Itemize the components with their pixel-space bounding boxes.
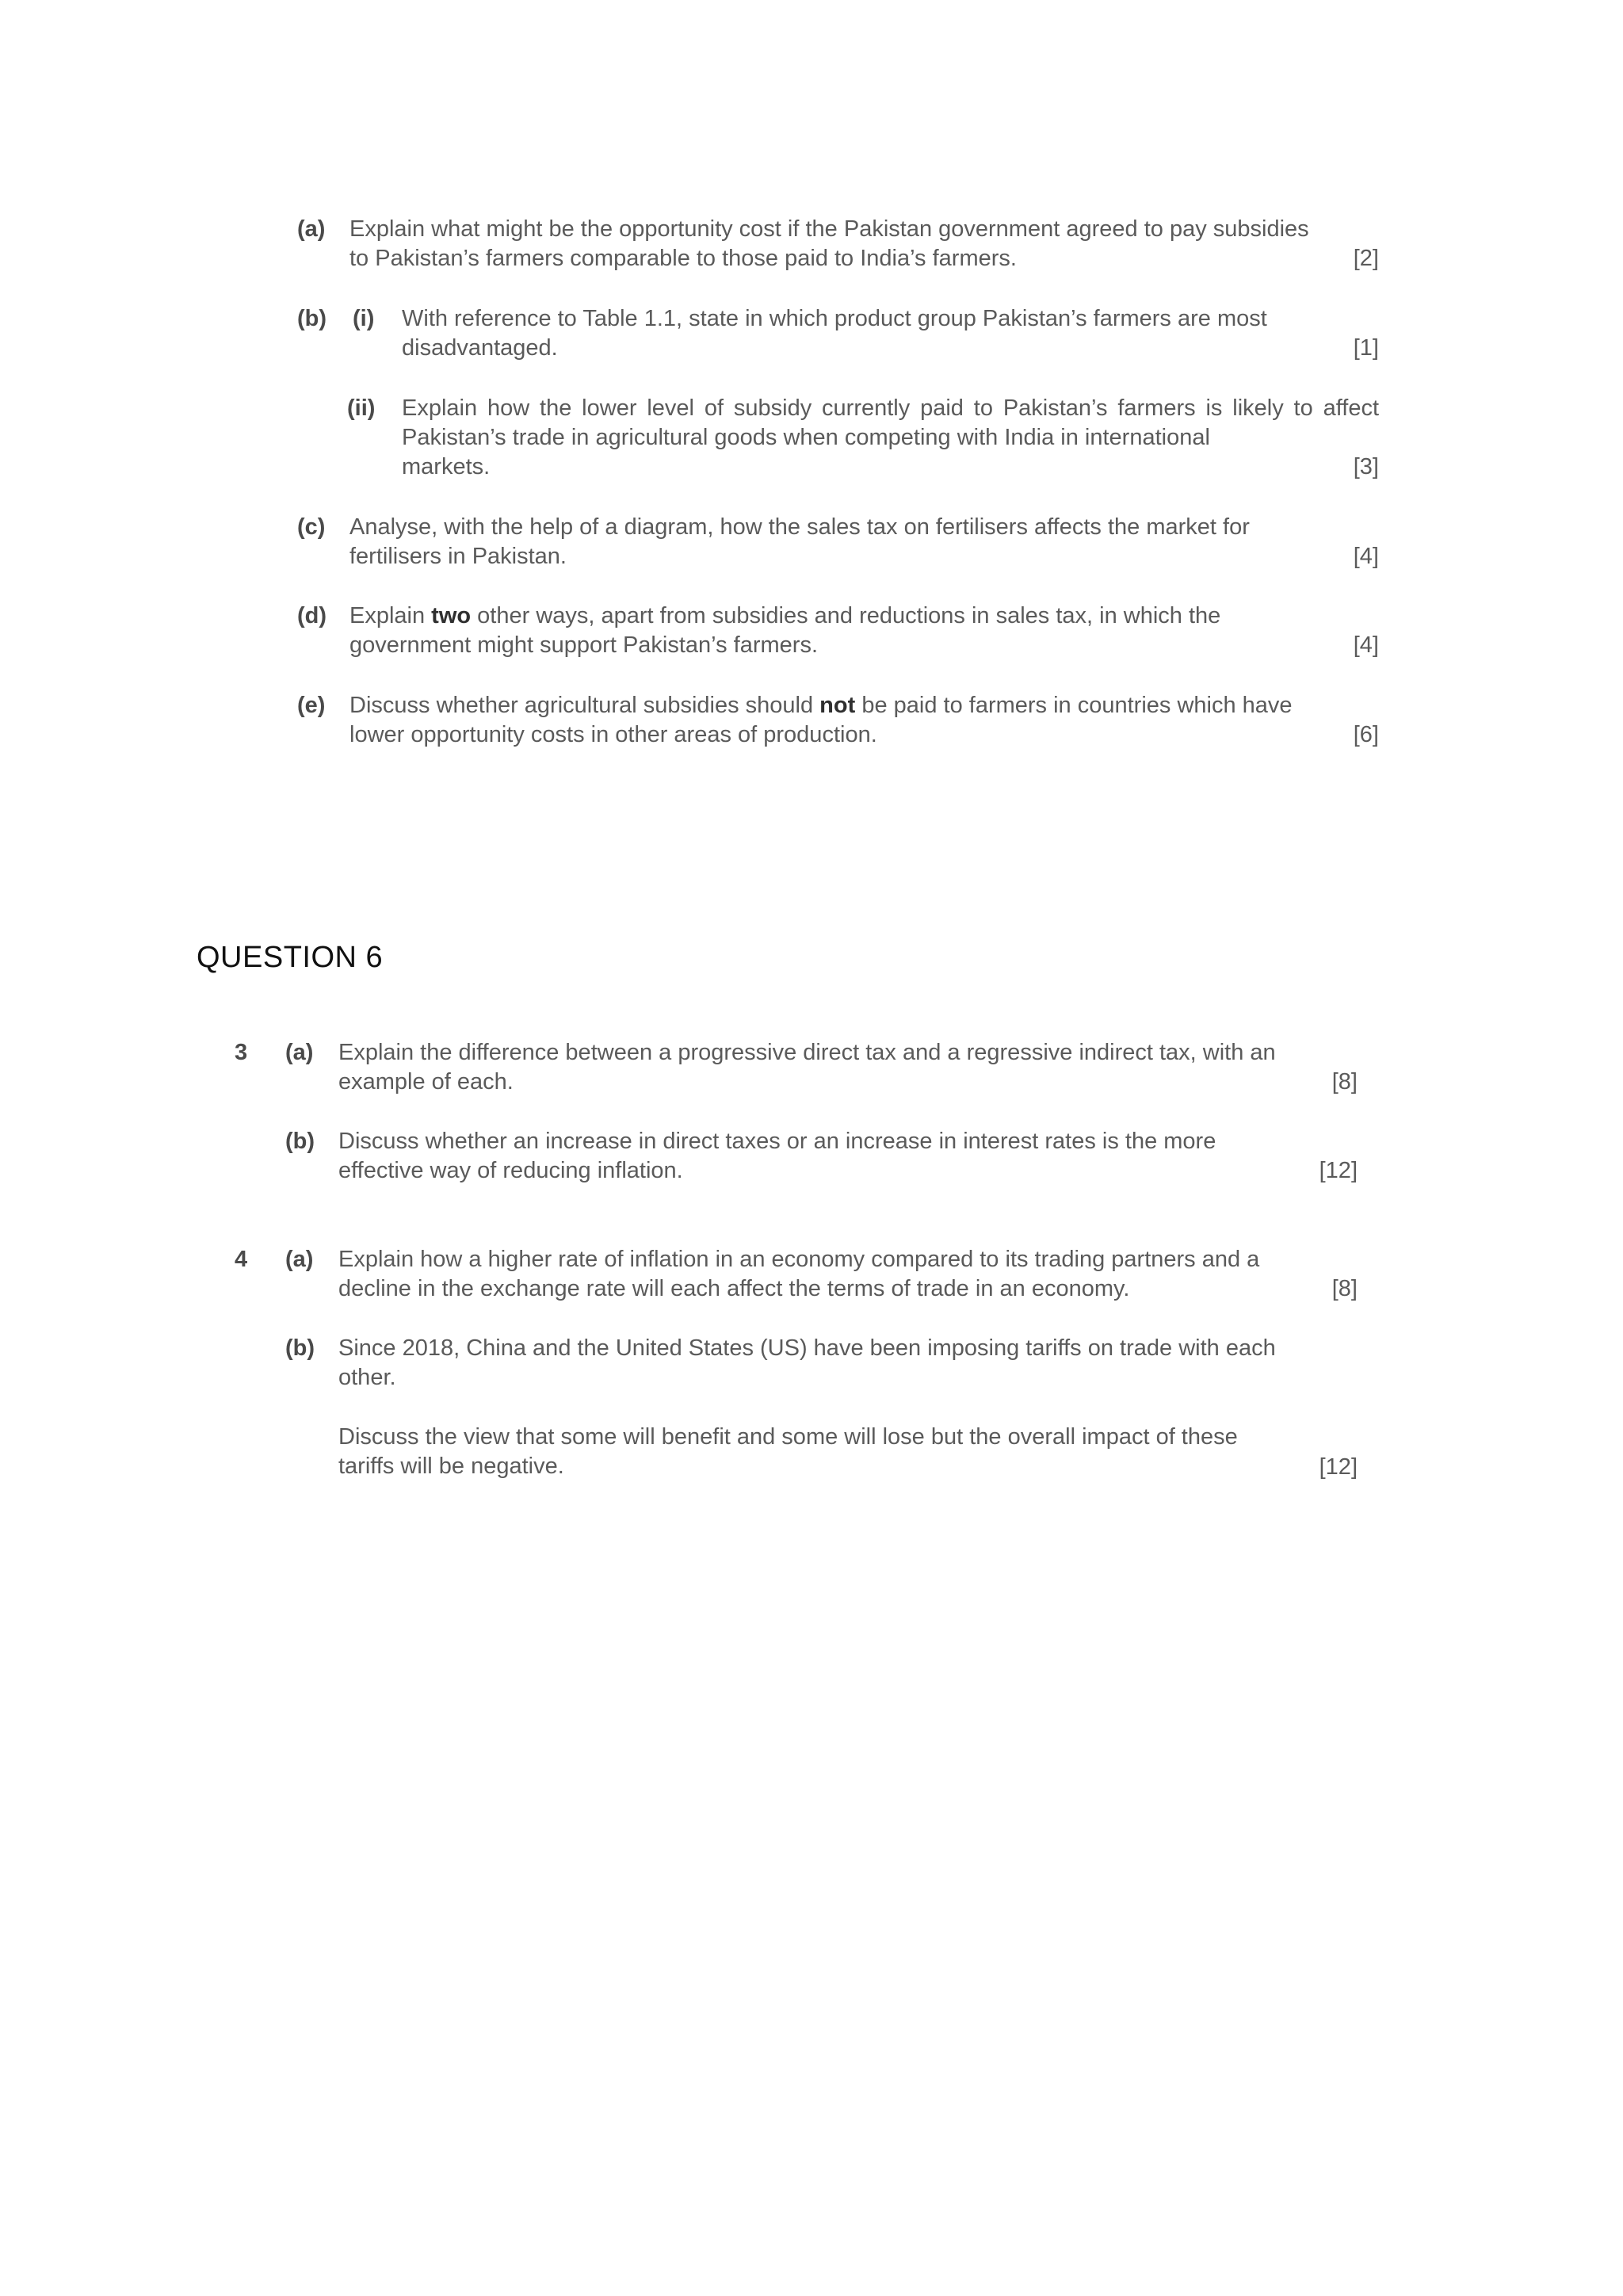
part-text-pre: Explain (349, 603, 432, 628)
question-3a (235, 1038, 1358, 1097)
part-text-body: With reference to Table 1.1, state in which product group Pakistan’s farmers are most (402, 306, 1267, 331)
part-text-last-line: lower opportunity costs in other areas of production. (349, 722, 877, 747)
part-b-i (297, 304, 1379, 363)
question-number: 4 (235, 1247, 248, 1272)
part-label: (b) (297, 306, 327, 331)
part-label: (b) (285, 1335, 315, 1361)
part-text-pre: Discuss whether agricultural subsidies should (349, 693, 820, 718)
part-text (349, 513, 1379, 571)
emphasis-word: not (819, 693, 856, 718)
paragraph-spacer (338, 1392, 1358, 1423)
part-b-ii (297, 394, 1379, 482)
part-text-last-line: to Pakistan’s farmers comparable to those paid to India’s farmers. (349, 246, 1017, 271)
question-4b (235, 1334, 1358, 1482)
mark-allocation: [12] (1319, 1158, 1358, 1183)
part-text-body: Since 2018, China and the United States (US) have been imposing tariffs on trade with each (338, 1335, 1276, 1361)
part-text-last-line: disadvantaged. (402, 335, 558, 361)
part-label: (a) (285, 1040, 314, 1065)
part-label: (a) (297, 216, 326, 242)
part-text-para2-body: Discuss the view that some will benefit and some will lose but the overall impact of these (338, 1424, 1238, 1450)
part-text-para2-last-line: tariffs will be negative. (338, 1454, 564, 1479)
part-text-last-line: government might support Pakistan’s farmers. (349, 632, 819, 658)
part-text (349, 691, 1379, 750)
question-number: 3 (235, 1040, 248, 1065)
mark-allocation: [1] (1353, 335, 1379, 361)
part-c (297, 513, 1379, 571)
part-text-body: Analyse, with the help of a diagram, how the sales tax on fertilisers affects the market for (349, 514, 1250, 540)
part-text-last-line: example of each. (338, 1069, 514, 1095)
part-text-post: other ways, apart from subsidies and reductions in sales tax, in which the (471, 603, 1221, 628)
part-text-body: Explain what might be the opportunity cost if the Pakistan government agreed to pay subsidies (349, 216, 1309, 242)
question-4a (235, 1245, 1358, 1304)
part-text-body: Explain how the lower level of subsidy currently paid to Pakistan’s farmers is likely to affect Pakistan’s trade in agricultural goods when competing with India in international (402, 395, 1379, 450)
part-text (338, 1334, 1358, 1481)
part-text-body: Discuss whether an increase in direct taxes or an increase in interest rates is the more (338, 1129, 1216, 1154)
question-3b (235, 1127, 1358, 1186)
part-label: (d) (297, 603, 327, 628)
part-text (402, 394, 1379, 482)
emphasis-word: two (431, 603, 472, 628)
mark-allocation: [4] (1353, 544, 1379, 569)
part-text (338, 1245, 1358, 1304)
mark-allocation: [12] (1319, 1454, 1358, 1480)
part-text-last-line: decline in the exchange rate will each affect the terms of trade in an economy. (338, 1276, 1130, 1301)
part-text (402, 304, 1379, 363)
part-text-post: be paid to farmers in countries which have (855, 693, 1293, 718)
mark-allocation: [6] (1353, 722, 1379, 747)
part-label: (e) (297, 693, 326, 718)
part-a (297, 215, 1379, 273)
part-text-last-line: markets. (402, 454, 491, 479)
mark-allocation: [3] (1353, 454, 1379, 479)
part-text-body: Explain the difference between a progressive direct tax and a regressive indirect tax, with an (338, 1040, 1276, 1065)
part-text-body: Explain how a higher rate of inflation in an economy compared to its trading partners and a (338, 1247, 1260, 1272)
section-heading: QUESTION 6 (197, 941, 384, 974)
mark-allocation: [8] (1331, 1276, 1358, 1301)
part-text-last-line: other. (338, 1365, 396, 1390)
subpart-label: (ii) (347, 395, 376, 421)
part-text-last-line: fertilisers in Pakistan. (349, 544, 567, 569)
part-d (297, 602, 1379, 660)
mark-allocation: [4] (1353, 632, 1379, 658)
part-label: (c) (297, 514, 326, 540)
part-text (349, 215, 1379, 273)
mark-allocation: [2] (1353, 246, 1379, 271)
part-text (349, 602, 1379, 660)
subpart-label: (i) (353, 306, 375, 331)
part-label: (a) (285, 1247, 314, 1272)
part-text (338, 1127, 1358, 1186)
part-e (297, 691, 1379, 750)
part-text-last-line: effective way of reducing inflation. (338, 1158, 683, 1183)
part-label: (b) (285, 1129, 315, 1154)
part-text (338, 1038, 1358, 1097)
mark-allocation: [8] (1331, 1069, 1358, 1095)
